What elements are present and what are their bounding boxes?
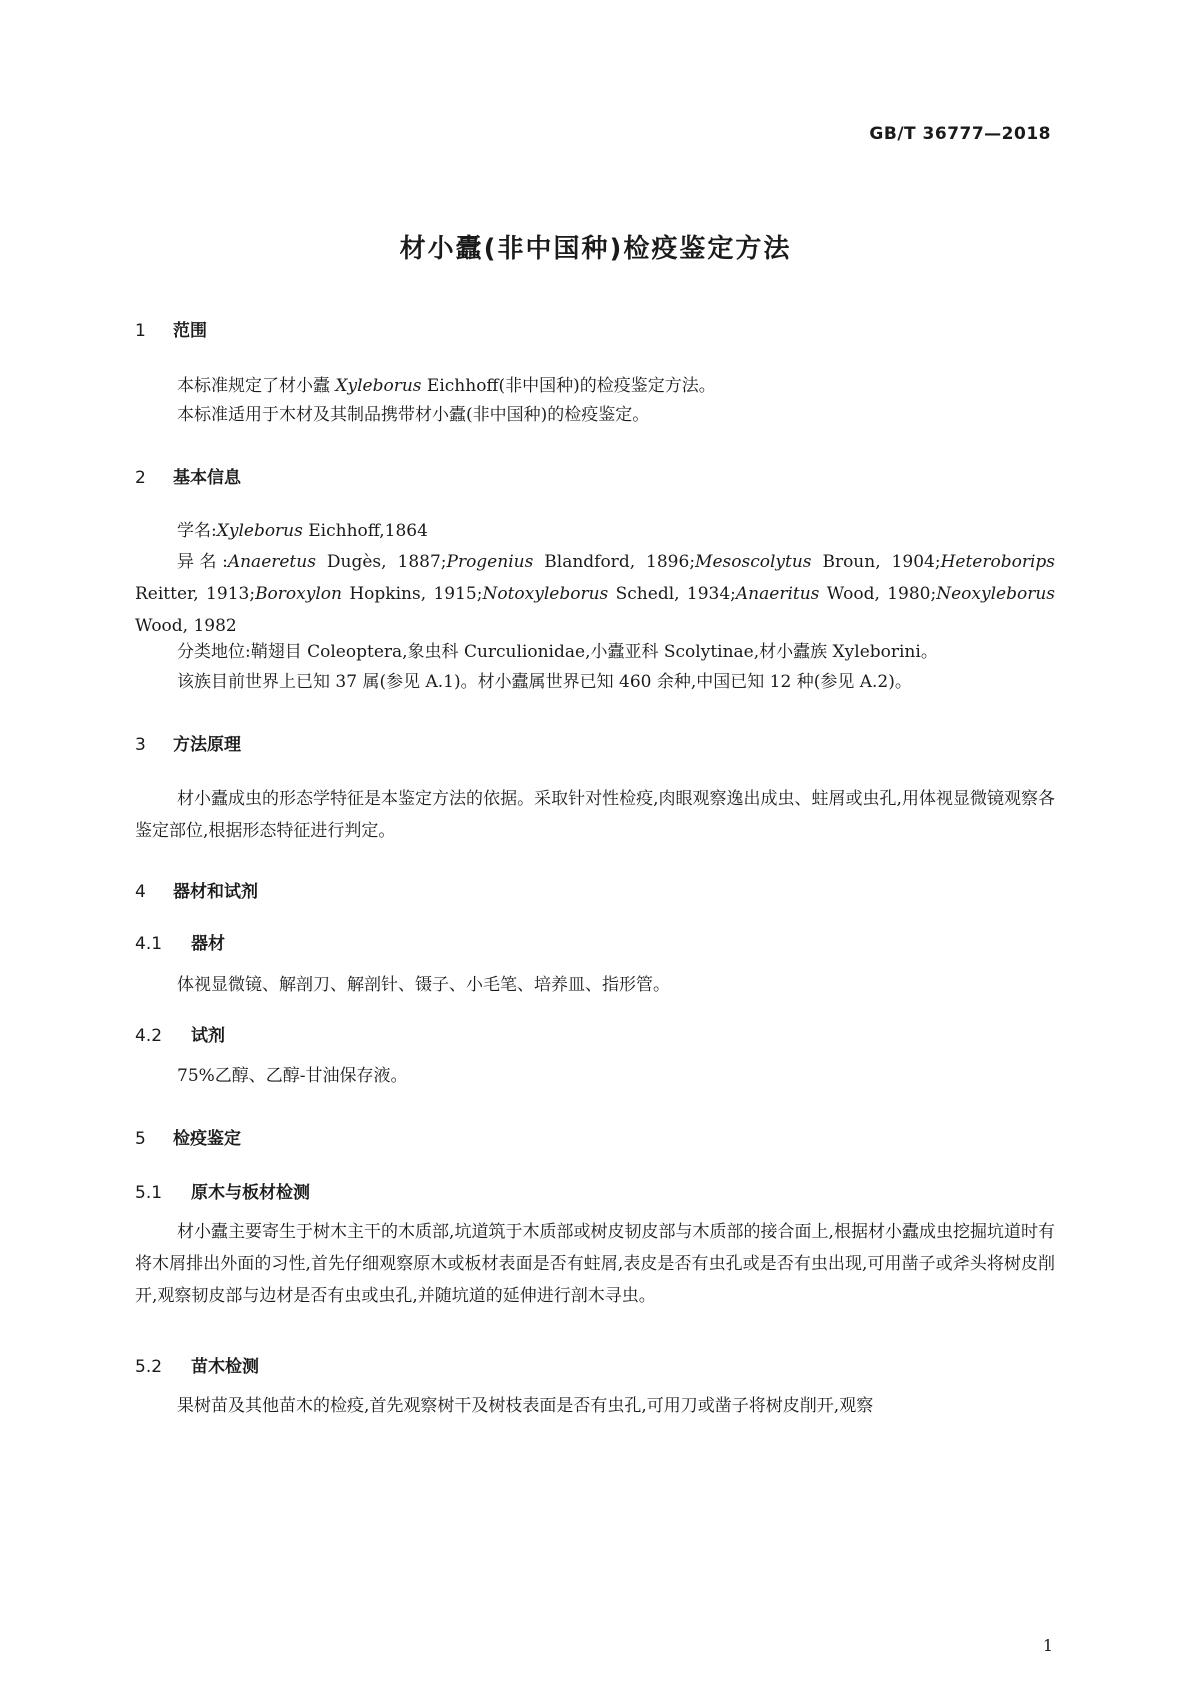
text-run: 异名: [177,552,228,572]
text-run: Eichhoff,1864 [302,521,428,541]
section-4-2-paragraph: 75%乙醇、乙醇-甘油保存液。 [177,1066,408,1086]
section-4-1-paragraph: 体视显微镜、解剖刀、解剖针、镊子、小毛笔、培养皿、指形管。 [177,975,670,995]
text-run: Schedl, 1934; [608,584,736,604]
section-4-heading [135,877,258,902]
species-count-paragraph: 该族目前世界上已知 37 属(参见 A.1)。材小蠹属世界已知 460 余种,中国已知 12 种(参见 A.2)。 [177,672,912,692]
section-number: 2 [135,468,146,488]
text-run: Wood, 1982 [135,616,237,636]
section-title: 原木与板材检测 [191,1183,310,1203]
text-run: Dugès, 1887; [315,552,447,572]
section-title: 器材和试剂 [173,882,258,902]
genus-name: Notoxyleborus [482,584,609,604]
page-number: 1 [1042,1636,1053,1655]
section-2-heading [135,463,241,488]
section-title: 方法原理 [173,735,241,755]
section-5-1-heading [135,1178,310,1203]
text-run: Blandford, 1896; [533,552,696,572]
section-title: 范围 [173,321,207,341]
genus-name: Heteroborips [940,552,1055,572]
section-1-paragraph-1 [135,370,1055,402]
section-number: 4 [135,882,146,902]
text-run: 学名: [177,521,217,541]
genus-name: Neoxyleborus [936,584,1055,604]
genus-name: Anaeretus [227,552,316,572]
section-title: 器材 [191,934,225,954]
genus-name: Xyleborus [335,376,422,396]
synonyms-paragraph [135,546,1055,642]
section-number: 5.2 [135,1357,163,1377]
document-title: 材小蠹(非中国种)检疫鉴定方法 [399,234,792,264]
genus-name: Xyleborus [216,521,303,541]
section-title: 苗木检测 [191,1357,259,1377]
text-run: Hopkins, 1915; [341,584,483,604]
classification-paragraph: 分类地位:鞘翅目 Coleoptera,象虫科 Curculionidae,小蠹亚科 Scolytinae,材小蠹族 Xyleborini。 [177,642,938,662]
section-4-1-heading [135,929,225,954]
standard-code: GB/T 36777—2018 [869,124,1051,144]
section-3-paragraph: 材小蠹成虫的形态学特征是本鉴定方法的依据。采取针对性检疫,肉眼观察逸出成虫、蛀屑或虫孔,用体视显微镜观察各鉴定部位,根据形态特征进行判定。 [135,789,1055,841]
scientific-name-paragraph [135,515,1055,547]
section-number: 5 [135,1129,146,1149]
section-number: 3 [135,735,146,755]
section-title: 试剂 [191,1026,225,1046]
text-run: Wood, 1980; [819,584,937,604]
section-number: 4.1 [135,934,163,954]
section-5-2-heading [135,1352,259,1377]
section-3-heading [135,730,241,755]
genus-name: Boroxylon [255,584,342,604]
section-title: 检疫鉴定 [173,1129,241,1149]
genus-name: Anaeritus [735,584,820,604]
section-title: 基本信息 [173,468,241,488]
text-run: Reitter, 1913; [135,584,256,604]
section-5-2-paragraph: 果树苗及其他苗木的检疫,首先观察树干及树枝表面是否有虫孔,可用刀或凿子将树皮削开,观察 [177,1396,874,1416]
genus-name: Mesoscolytus [695,552,812,572]
genus-name: Progenius [446,552,534,572]
section-number: 5.1 [135,1183,163,1203]
section-1-paragraph-2: 本标准适用于木材及其制品携带材小蠹(非中国种)的检疫鉴定。 [177,405,650,425]
text-run: 本标准规定了材小蠹 [177,376,336,396]
section-5-1-paragraph: 材小蠹主要寄生于树木主干的木质部,坑道筑于木质部或树皮韧皮部与木质部的接合面上,根据材小蠹成虫挖掘坑道时有将木屑排出外面的习性,首先仔细观察原木或板材表面是否有蛀屑,表皮是否有虫孔或是否有虫出现,可用凿子或斧头将树皮削开,观察韧皮部与边材是否有虫或虫孔,并随坑道的延伸进行剖木寻虫。 [135,1222,1055,1306]
section-number: 4.2 [135,1026,163,1046]
text-run: Broun, 1904; [811,552,941,572]
section-4-2-heading [135,1021,225,1046]
section-number: 1 [135,321,146,341]
section-5-heading [135,1124,241,1149]
text-run: Eichhoff(非中国种)的检疫鉴定方法。 [421,376,716,396]
section-1-heading [135,316,207,341]
